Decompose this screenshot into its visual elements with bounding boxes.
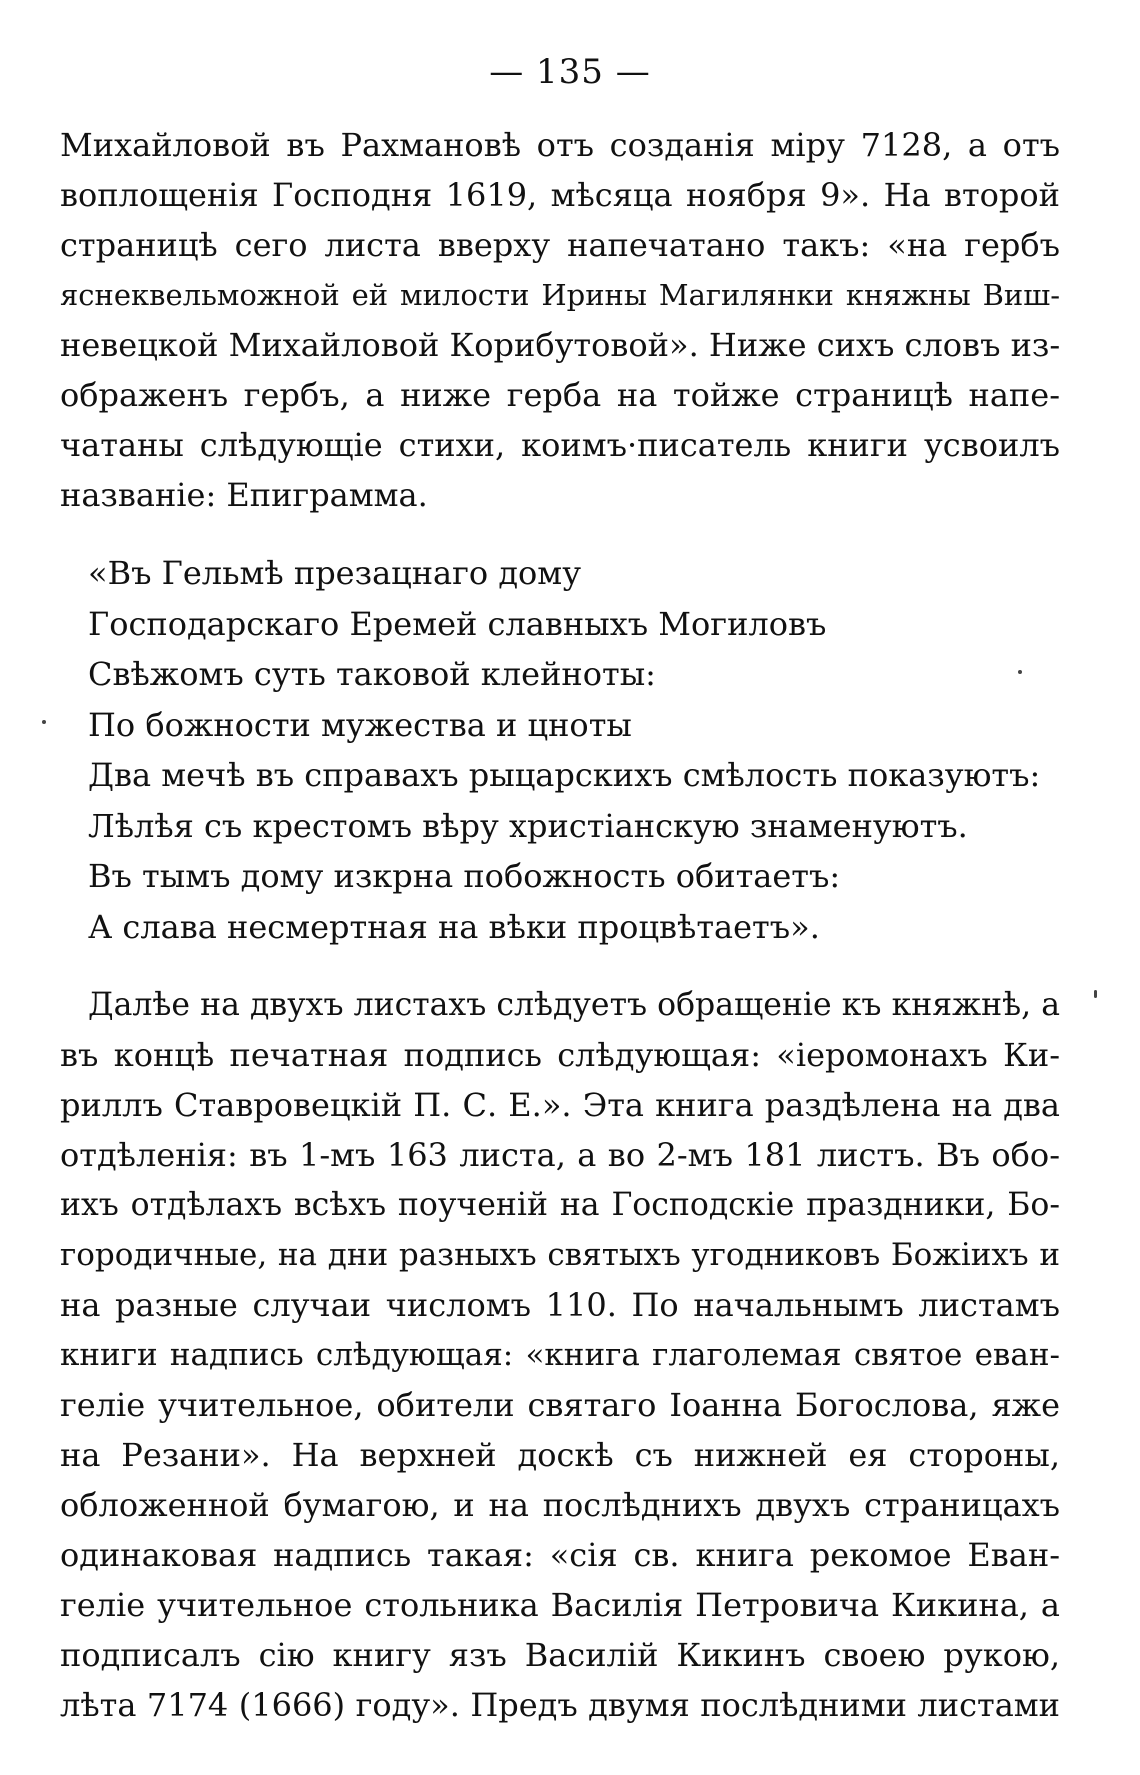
text-line: ихъ отдѣлахъ всѣхъ поученій на Господскіе праздники, Бо- bbox=[60, 1187, 1060, 1223]
text-line: подписалъ сію книгу язъ Василій Кикинъ своею рукою, bbox=[60, 1636, 1060, 1674]
poem-line: По божности мужества и цноты bbox=[88, 705, 632, 744]
text-line: одинаковая надпись такая: «сія св. книга рекомое Еван- bbox=[60, 1536, 1060, 1574]
text-line: яснеквельможной ей милости Ирины Магилянки княжны Виш- bbox=[60, 278, 1060, 312]
text-line: невецкой Михайловой Корибутовой». Ниже сихъ словъ из- bbox=[60, 326, 1061, 364]
epigram-poem bbox=[88, 548, 1068, 952]
poem-line: Свѣжомъ суть таковой клейноты: bbox=[88, 655, 656, 693]
poem-line: Въ тымъ дому изкрна побожность обитаетъ: bbox=[88, 857, 841, 895]
text-line: геліе учительное стольника Василія Петровича Кикина, а bbox=[60, 1586, 1060, 1624]
text-line: въ концѣ печатная подпись слѣдующая: «іеромонахъ Ки- bbox=[60, 1036, 1060, 1074]
text-line: названіе: Епиграмма. bbox=[60, 476, 428, 514]
paragraph-2 bbox=[60, 980, 1060, 1730]
poem-line: Два мечѣ въ справахъ рыцарскихъ смѣлость показуютъ: bbox=[88, 756, 1041, 794]
text-line: воплощенія Господня 1619, мѣсяца ноября 9». На второй bbox=[60, 176, 1060, 214]
poem-line: Лѣлѣя съ крестомъ вѣру христіанскую знаменуютъ. bbox=[88, 806, 968, 845]
paragraph-1 bbox=[60, 120, 1060, 520]
text-line: городичные, на дни разныхъ святыхъ угодниковъ Божіихъ и bbox=[60, 1237, 1060, 1273]
text-line: Далѣе на двухъ листахъ слѣдуетъ обращеніе къ княжнѣ, а bbox=[88, 987, 1060, 1023]
text-line: обложенной бумагою, и на послѣднихъ двухъ страницахъ bbox=[60, 1486, 1060, 1524]
text-line: чатаны слѣдующіе стихи, коимъ·писатель книги усвоилъ bbox=[60, 426, 1060, 464]
text-line: ображенъ гербъ, а ниже герба на тойже страницѣ напе- bbox=[60, 376, 1060, 414]
text-line: лѣта 7174 (1666) году». Предъ двумя послѣдними листами bbox=[60, 1686, 1060, 1724]
text-line: отдѣленія: въ 1-мъ 163 листа, а во 2-мъ 181 листъ. Въ обо- bbox=[60, 1136, 1060, 1174]
text-line: на Резани». На верхней доскѣ съ нижней ея стороны, bbox=[60, 1436, 1060, 1474]
text-line: на разные случаи числомъ 110. По начальнымъ листамъ bbox=[60, 1286, 1060, 1324]
poem-line: А слава несмертная на вѣки процвѣтаетъ». bbox=[88, 907, 820, 946]
page-number: — 135 — bbox=[489, 52, 651, 92]
text-line: геліе учительное, обители святаго Іоанна Богослова, яже bbox=[60, 1386, 1060, 1424]
print-speck bbox=[1094, 990, 1097, 998]
poem-line: Господарскаго Еремей славныхъ Могиловъ bbox=[88, 604, 827, 643]
text-line: риллъ Ставровецкій П. С. Е.». Эта книга раздѣлена на два bbox=[60, 1086, 1060, 1124]
text-line: страницѣ сего листа вверху напечатано такъ: «на гербъ bbox=[60, 226, 1060, 264]
print-speck bbox=[42, 720, 46, 724]
poem-line: «Въ Гельмѣ презацнаго дому bbox=[88, 554, 582, 592]
print-speck bbox=[1018, 670, 1022, 674]
text-line: Михайловой въ Рахмановѣ отъ созданія міру 7128, а отъ bbox=[60, 126, 1060, 164]
text-line: книги надпись слѣдующая: «книга глаголемая святое еван- bbox=[60, 1337, 1060, 1373]
